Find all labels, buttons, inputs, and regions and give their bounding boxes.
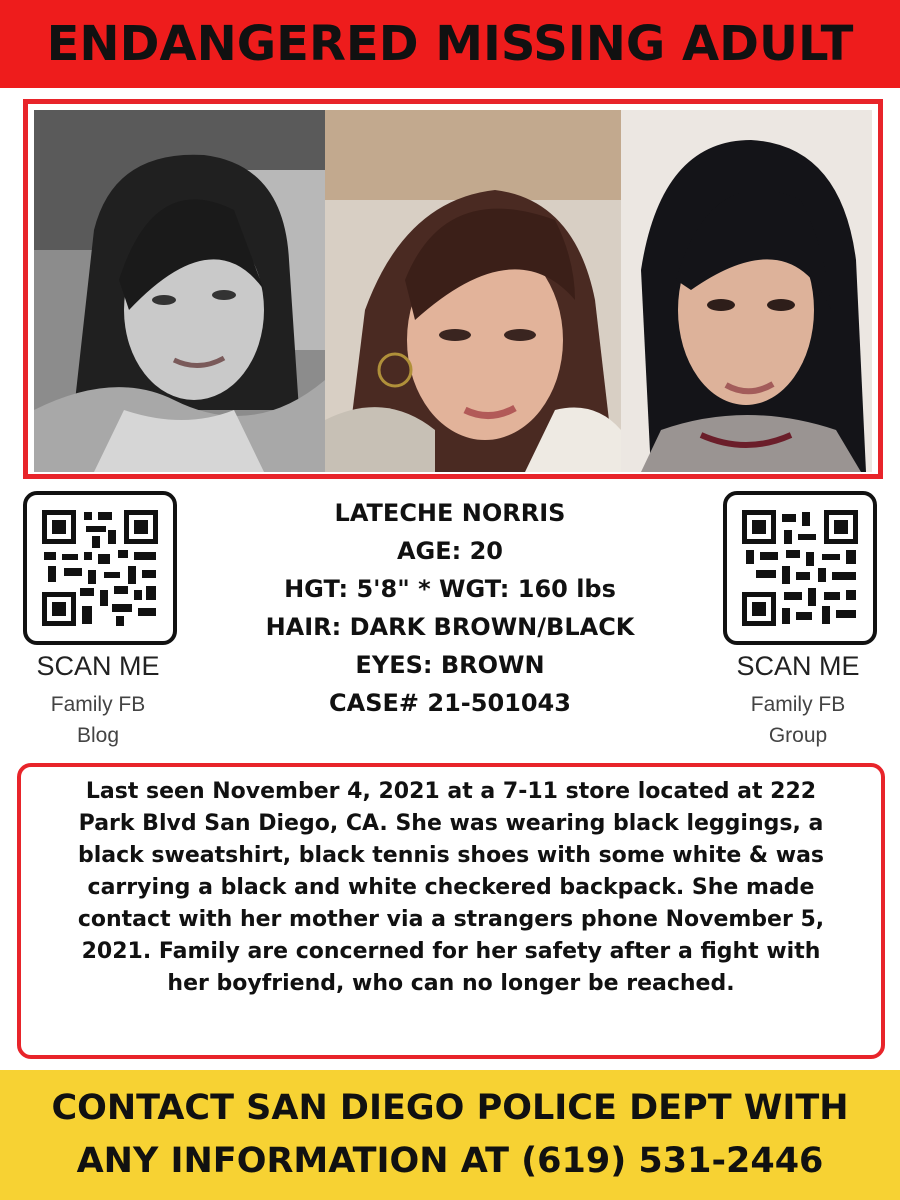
portrait-photo-color-icon	[621, 110, 872, 472]
description-line: Last seen November 4, 2021 at a 7-11 store located at 222	[85, 779, 817, 804]
person-name: LATECHE NORRIS	[334, 499, 566, 527]
last-seen-description-box	[17, 763, 885, 1059]
contact-line-1: CONTACT SAN DIEGO POLICE DEPT WITH	[51, 1088, 849, 1128]
portrait-photo-color-icon	[325, 110, 621, 472]
contact-text	[0, 1082, 900, 1188]
portrait-photo-3	[621, 110, 872, 472]
qr-caption-left	[3, 689, 193, 751]
qr-caption-line: Family FB	[750, 693, 846, 716]
contact-banner	[0, 1070, 900, 1200]
description-line: carrying a black and white checkered backpack. She made	[87, 875, 815, 900]
person-eyes: EYES: BROWN	[355, 651, 545, 679]
qr-code-blog[interactable]	[23, 491, 177, 645]
description-line: contact with her mother via a strangers phone November 5,	[77, 907, 825, 932]
portrait-photo-2	[325, 110, 621, 472]
person-details	[200, 494, 700, 722]
last-seen-description	[21, 776, 881, 1000]
qr-caption-line: Blog	[76, 724, 120, 747]
description-line: Park Blvd San Diego, CA. She was wearing black leggings, a	[78, 811, 824, 836]
qr-code-icon	[42, 510, 158, 626]
qr-caption-line: Group	[768, 724, 828, 747]
photo-frame	[23, 99, 883, 479]
scan-me-label-left: SCAN ME	[36, 651, 160, 681]
description-line: her boyfriend, who can no longer be reached.	[167, 971, 735, 996]
person-height-weight: HGT: 5'8" * WGT: 160 lbs	[284, 575, 616, 603]
scan-me-label-right: SCAN ME	[736, 651, 860, 681]
person-hair: HAIR: DARK BROWN/BLACK	[265, 613, 635, 641]
portrait-photo-1	[34, 110, 325, 472]
description-line: black sweatshirt, black tennis shoes with some white & was	[77, 843, 825, 868]
qr-code-icon	[742, 510, 858, 626]
page-title: ENDANGERED MISSING ADULT	[46, 16, 854, 72]
header-banner	[0, 0, 900, 88]
qr-caption-right	[703, 689, 893, 751]
qr-code-group[interactable]	[723, 491, 877, 645]
contact-line-2: ANY INFORMATION AT (619) 531-2446	[76, 1141, 824, 1181]
portrait-photo-grayscale-icon	[34, 110, 325, 472]
case-number: CASE# 21-501043	[329, 689, 571, 717]
qr-caption-line: Family FB	[50, 693, 146, 716]
person-age: AGE: 20	[396, 537, 504, 565]
description-line: 2021. Family are concerned for her safety after a fight with	[81, 939, 821, 964]
